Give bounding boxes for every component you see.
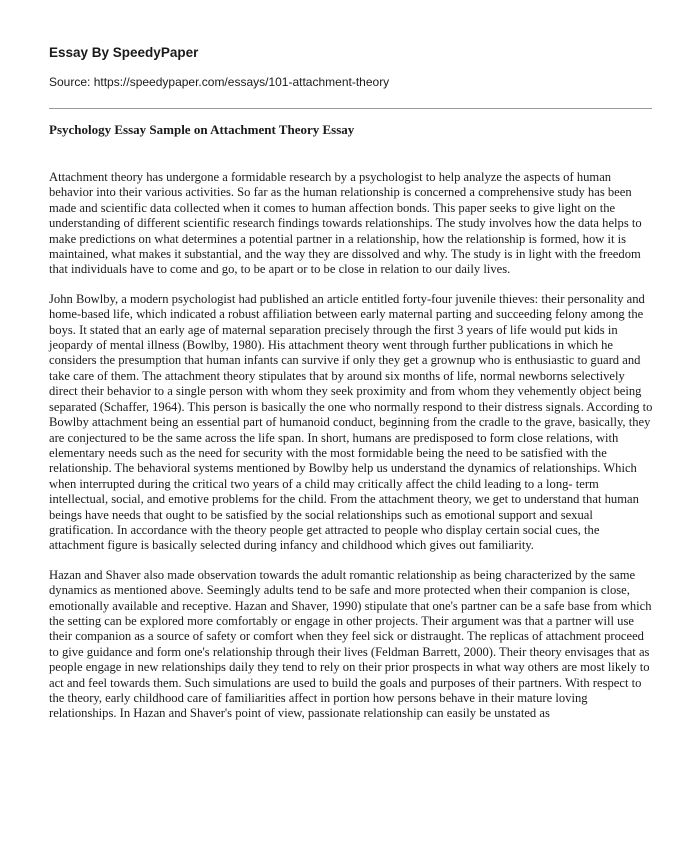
essay-title: Psychology Essay Sample on Attachment Theory Essay xyxy=(49,122,355,137)
paragraph-1: Attachment theory has undergone a formidable research by a psychologist to help analyze the aspects of human behavior into their various activities. So far as the human relationship is concerned a comprehensive study has been made and scientific data collected when it comes to human affection bonds. This paper seeks to give light on the understanding of different scientific research findings towards relationships. The study involves how the data helps to make predictions on what determines a potential partner in a relationship, how the relationship is formed, how it is maintained, what makes it substantial, and the way they are dissolved and why. The study is in light with the freedom that individuals have to come and go, to be apart or to be close in relation to our daily lives. xyxy=(49,170,642,277)
paragraph-3: Hazan and Shaver also made observation towards the adult romantic relationship as being characterized by the same dynamics as mentioned above. Seemingly adults tend to be safe and more protected when their companion is close, emotionally available and receptive. Hazan and Shaver, 1990) stipulate that one's partner can be a safe base from which the setting can be explored more comfortably or engage in other projects. Their argument was that a partner will use their companion as a source of safety or comfort when they feel sick or distraught. The replicas of attachment proceed to give guidance and form one's relationship through their lives (Feldman Barrett, 2000). Their theory envisages that as people engage in new relationships daily they tend to rely on their prior prospects in what way others are most likely to act and feel towards them. Such simulations are used to build the goals and purposes of their partners. With respect to the theory, early childhood care of familiarities affect in portion how persons behave in their mature loving relationships. In Hazan and Shaver's point of view, passionate relationship can easily be unstated as xyxy=(49,567,652,721)
paragraph-2: John Bowlby, a modern psychologist had published an article entitled forty-four juvenile thieves: their personality and home-based life, which indicated a robust affiliation between early maternal parting and succeeding felony among the boys. It stated that an early age of maternal separation precisely through the first 3 years of life would put kids in jeopardy of mental illness (Bowlby, 1980). His attachment theory went through further publications in which he considers the presumption that human infants can survive if only they get a grownup who is enthusiastic to guard and take care of them. The attachment theory stipulates that by around six months of life, normal newborns selectively direct their behavior to a single person with whom they seek proximity and from whom they vehemently object being separated (Schaffer, 1964). This person is basically the one who normally respond to their distress signals. According to Bowlby attachment being an essential part of humanoid conduct, beginning from the cradle to the grave, basically, they are conjectured to be the same across the life span. In short, humans are predisposed to form close relations, with elementary needs such as the need for security with the most formidable being the need to be satisfied with the relationship. The behavioral systems mentioned by Bowlby help us understand the dynamics of relationships. Which when interrupted during the critical two years of a child may critically affect the child leading to a long- term intellectual, social, and emotive problems for the child. From the attachment theory, we get to understand that human beings have needs that ought to be satisfied by the social relationships such as emotional support and sexual gratification. In accordance with the theory people get attracted to people who display certain social cues, the attachment figure is basically selected during infancy and childhood which gives out familiarity. xyxy=(49,291,653,553)
header-divider xyxy=(49,108,652,109)
site-title: Essay By SpeedyPaper xyxy=(49,45,199,60)
essay-body xyxy=(49,170,654,736)
source-line: Source: https://speedypaper.com/essays/101-attachment-theory xyxy=(49,75,390,89)
